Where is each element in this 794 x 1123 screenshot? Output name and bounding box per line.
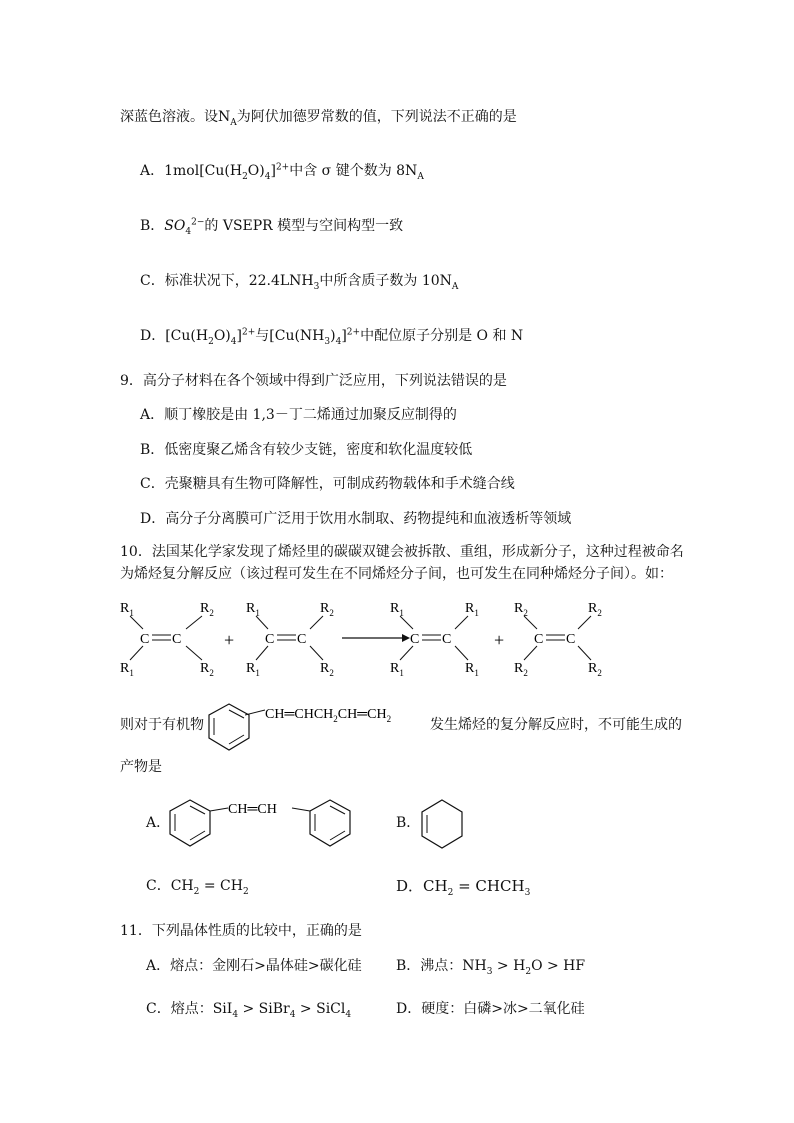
q8-stem: 深蓝色溶液。设$N_A$为阿伏加德罗常数的值，下列说法不正确的是 — [120, 109, 517, 128]
reaction-scheme — [110, 596, 650, 680]
svg-text:R1: $R_1$ — [465, 661, 479, 678]
q10-then-text: 则对于有机物 — [120, 717, 204, 733]
q8-option-a: A．$1mol[Cu(H_2O)_4]^{2+}$中含 σ 键个数为 $8N_A$ — [140, 162, 424, 182]
q10-stem-line2: 为烯烃复分解反应（该过程可发生在不同烯烃分子间，也可发生在同种烯烃分子间）。如： — [120, 566, 673, 582]
molecule-chain — [245, 700, 435, 730]
svg-text:C: C — [410, 632, 420, 647]
svg-text:C: C — [265, 632, 275, 647]
svg-text:CH═CH: CH═CH — [228, 802, 277, 817]
svg-text:C: C — [140, 632, 150, 647]
plus-sign: + — [224, 630, 235, 650]
q11-option-d: D．硬度：白磷>冰>二氧化硅 — [396, 1001, 585, 1017]
product-2 — [514, 601, 602, 678]
q10-then-post: 发生烯烃的复分解反应时，不可能生成的 — [430, 717, 682, 733]
svg-text:R1: $R_1$ — [246, 661, 260, 678]
svg-text:CH═CHCH2CH═CH2: $CH═CHCH_2CH═CH_2$ — [265, 707, 392, 724]
svg-text:R1: $R_1$ — [120, 661, 134, 678]
svg-text:C: C — [442, 632, 452, 647]
q9-stem: 9．高分子材料在各个领域中得到广泛应用，下列说法错误的是 — [120, 373, 507, 389]
q9-option-b: B．低密度聚乙烯含有较少支链，密度和软化温度较低 — [140, 442, 473, 458]
svg-text:C: C — [534, 632, 544, 647]
svg-text:R2: $R_2$ — [588, 661, 602, 678]
svg-text:R1: $R_1$ — [465, 601, 479, 618]
q8-option-d: D．$[Cu(H_2O)_4]^{2+}$与$[Cu(NH_3)_4]^{2+}$中配位原子分别是 O 和 N — [140, 327, 524, 347]
svg-text:R2: $R_2$ — [200, 661, 214, 678]
q11-stem: 11．下列晶体性质的比较中，正确的是 — [120, 923, 362, 939]
svg-text:R2: $R_2$ — [320, 601, 334, 618]
svg-text:R2: $R_2$ — [514, 601, 528, 618]
q9-option-c: C．壳聚糖具有生物可降解性，可制成药物载体和手术缝合线 — [140, 476, 515, 492]
svg-text:R1: $R_1$ — [246, 601, 260, 618]
svg-text:C: C — [172, 632, 182, 647]
reactant-1 — [120, 601, 214, 678]
q10-stem-line1: 10．法国某化学家发现了烯烃里的碳碳双键会被拆散、重组，形成新分子，这种过程被命名 — [120, 544, 684, 560]
benzene-ring-icon — [310, 800, 350, 846]
q11-option-c: C．熔点：SiI$_4$ > SiBr$_4$ > SiCl$_4$ — [146, 1001, 352, 1020]
svg-text:R1: $R_1$ — [120, 601, 134, 618]
q9-option-d: D．高分子分离膜可广泛用于饮用水制取、药物提纯和血液透析等领域 — [140, 511, 572, 527]
reaction-arrow — [342, 634, 410, 642]
svg-text:C: C — [566, 632, 576, 647]
benzene-ring-icon — [170, 800, 210, 846]
reactant-2 — [246, 601, 334, 678]
q10-option-a-structure — [166, 796, 356, 850]
svg-text:R2: $R_2$ — [514, 661, 528, 678]
cyclohexene-ring-icon — [416, 796, 468, 852]
q8-option-b: B．$SO_4^{2-}$的 VSEPR 模型与空间构型一致 — [140, 217, 404, 237]
q10-then-line2: 产物是 — [120, 759, 162, 775]
svg-text:R1: $R_1$ — [390, 601, 404, 618]
q9-option-a: A．顺丁橡胶是由 1,3－丁二烯通过加聚反应制得的 — [140, 407, 457, 423]
svg-text:R2: $R_2$ — [320, 661, 334, 678]
svg-text:C: C — [297, 632, 307, 647]
q10-option-d: D．$CH_2$ = $CHCH_3$ — [396, 877, 531, 898]
q10-option-c: C．$CH_2 = CH_2$ — [146, 878, 249, 897]
q10-option-a-label: A． — [146, 815, 171, 831]
svg-text:R1: $R_1$ — [390, 661, 404, 678]
plus-sign: + — [494, 630, 505, 650]
q8-option-c: C．标准状况下，$22.4LNH_3$中所含质子数为 $10N_A$ — [140, 273, 459, 292]
svg-text:R2: $R_2$ — [588, 601, 602, 618]
svg-text:R2: $R_2$ — [200, 601, 214, 618]
q11-option-b: B．沸点：$NH_3 > H_2O$ > HF — [396, 958, 586, 977]
q10-option-b-label: B． — [396, 815, 421, 831]
q11-option-a: A．熔点：金刚石>晶体硅>碳化硅 — [146, 958, 362, 974]
